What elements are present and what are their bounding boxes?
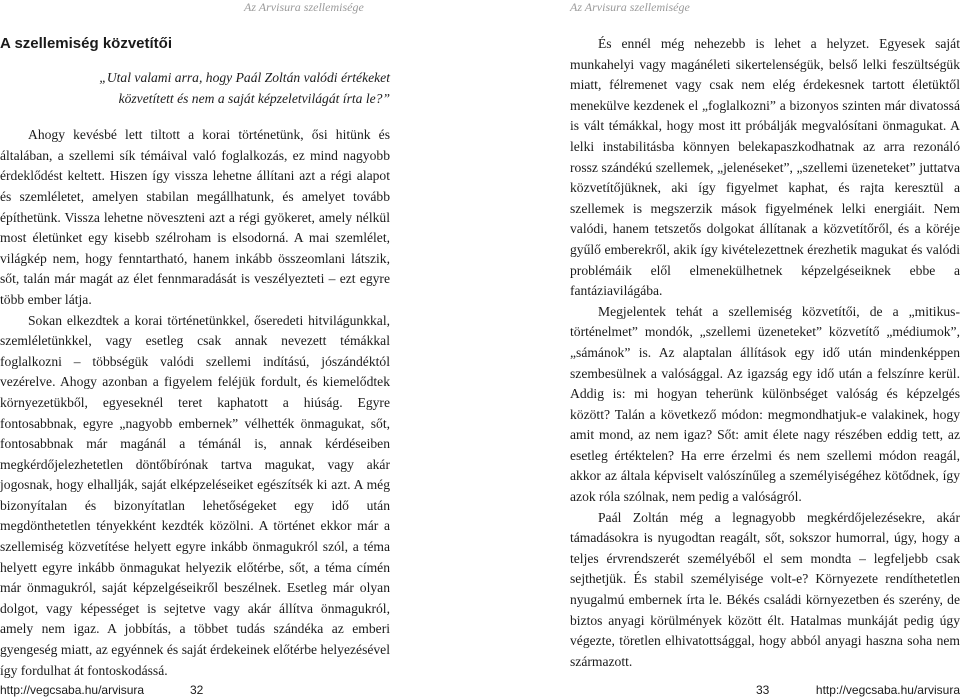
left-page <box>0 0 480 696</box>
left-column <box>0 34 390 681</box>
page-number: 32 <box>190 683 204 697</box>
right-page <box>480 0 960 696</box>
footer-url[interactable]: http://vegcsaba.hu/arvisura <box>815 683 960 697</box>
epigraph-line: „Utal valami arra, hogy Paál Zoltán valódi értékeket <box>99 70 390 85</box>
paragraph: Megjelentek tehát a szellemiség közvetítői, de a „mitikus-történelmet” mondók, „szellemi üzeneteket” közvetítő „médiumok”, „sámánok” is. Az alaptalan állítások egy idő után mindenképpen szembesülnek a valósággal. Az igazság egy idő után a felszínre kerül. Addig is: mi hogyan teherünk különbséget valóság és képzelgés között? Talán a következő módon: megmondhatjuk-e valakinek, hogy amit mond, az nem igaz? Sőt: amit élete nagy részében eddig tett, az esetleg értéktelen? Ha erre érzelmi és nem szellemi módon reagál, akkor az általa képviselt valószínűleg a személyiségéhez kötődnek, így azok róla szólnak, nem pedig a valóságról. <box>570 303 960 505</box>
paragraph: Ahogy kevésbé lett tiltott a korai történetünk, ősi hitünk és általában, a szellemi sík témáival való foglalkozás, ez mind nagyobb érdeklődést keltett. Hiszen így vissza lehetne állítani azt a régi alapot és szemléletet, amelyen stabilan megállhatunk, és amelyet tovább építhetünk. Vissza lehetne növeszteni azt a régi gyökeret, amely nélkül most életünket egy kisebb szélroham is elsodorná. A mai szemlélet, világkép nem, hogy fenntartható, hanem inkább összeomlani látszik, sőt, talán már magát az élet fennmaradását is veszélyezteti – ezt egyre több ember látja. <box>0 127 390 307</box>
section-title: A szellemiség közvetítői <box>0 35 173 52</box>
page-number: 33 <box>756 683 770 697</box>
right-column <box>570 34 960 672</box>
paragraph: És ennél még nehezebb is lehet a helyzet. Egyesek saját munkahelyi vagy magánéleti sikertelenségük, belső lelki feszültségük miatt, félremenet vagy csak nem elég érdekesnek tartott életüktől menekülve kezdenek el „foglalkozni” a bizonyos szinten már divatossá is vált témákkal, hogy most itt próbálják megvalósítani önmagukat. A lelki instabilitásba könnyen belekapaszkodhatnak az arra rezonáló rossz szándékú szellemek, „jelenéseket”, „szellemi üzeneteket” juttatva közvetítőjüknek, aki így figyelmet kaphat, és rajta keresztül a szellemek is megszerzik mások figyelmének lelki energiáit. Nem valódi, hanem tetszetős dolgokat állítanak a közvetítőről, és a köréje gyűlő emberekről, akik így kivételezettnek érezhetik magukat és valódi problémáik elől elmenekülhetnek képzelgéseiknek ebbe a fantáziavilágába. <box>570 36 960 299</box>
paragraph: Sokan elkezdtek a korai történetünkkel, őseredeti hitvilágunkkal, szemléletünkkel, vagy esetleg csak annak nevezett témákkal foglalkozni – többségük valódi szellemi indítású, jószándéktól vezérelve. Ahogy azonban a figyelem feléjük fordult, és kiemelődtek környezetükből, egyeseknél teret kaphatott a hiúság. Egyre fontosabbnak, egyre „nagyobb embernek” vélhették önmagukat, sőt, fontosabbnak már magánál a témánál is, annak kérdéseiben megkérdőjelezhetetlen döntőbírónak tartva magukat, vagy akár jogosnak, hogy elhallják, saját elképzeléseiket egészítsék ki azt. A még bizonyítalan és bizonyítatlan lehetőségeket egy idő után megdönthetetlen tényekként kezdték közölni. A történet ekkor már a szellemiség közvetítése helyett egyre inkább önmagukról szól, a téma helyett egyre inkább önmagukat helyezik előtérbe, sőt, a téma címén már önmagukról, saját képzelgéseikről beszélnek. Esetleg már olyan dolgot, vagy képességet is sejtetve vagy akár állítva önmagukról, amely nem igaz. A jobbítás, a többet tudás szándéka az emberi gyengeség miatt, az egyénnek és saját érdekeinek előtérbe helyezésével így fordulhat át fontoskodássá. <box>0 312 390 678</box>
running-head: Az Arvisura szellemisége <box>244 0 364 14</box>
epigraph-line: közvetített és nem a saját képzeletvilágát írta le?” <box>118 90 390 106</box>
running-head: Az Arvisura szellemisége <box>570 0 690 14</box>
footer-url[interactable]: http://vegcsaba.hu/arvisura <box>0 683 145 697</box>
epigraph <box>0 68 390 109</box>
paragraph: Paál Zoltán még a legnagyobb megkérdőjelezésekre, akár támadásokra is nyugodtan reagált, sőt, sokszor humorral, úgy, hogy a teljes érvrendszerét személyéből el sem mondta – legfeljebb csak sejthetjük. És stabil személyisége volt-e? Környezete rendíthetetlen nyugalmú embernek írta le. Békés családi környezetben és szerény, de biztos anyagi körülmények között élt. Hatalmas munkáját pedig úgy végezte, töretlen elhivatottsággal, hogy abból anyagi haszna soha nem származott. <box>570 509 960 669</box>
